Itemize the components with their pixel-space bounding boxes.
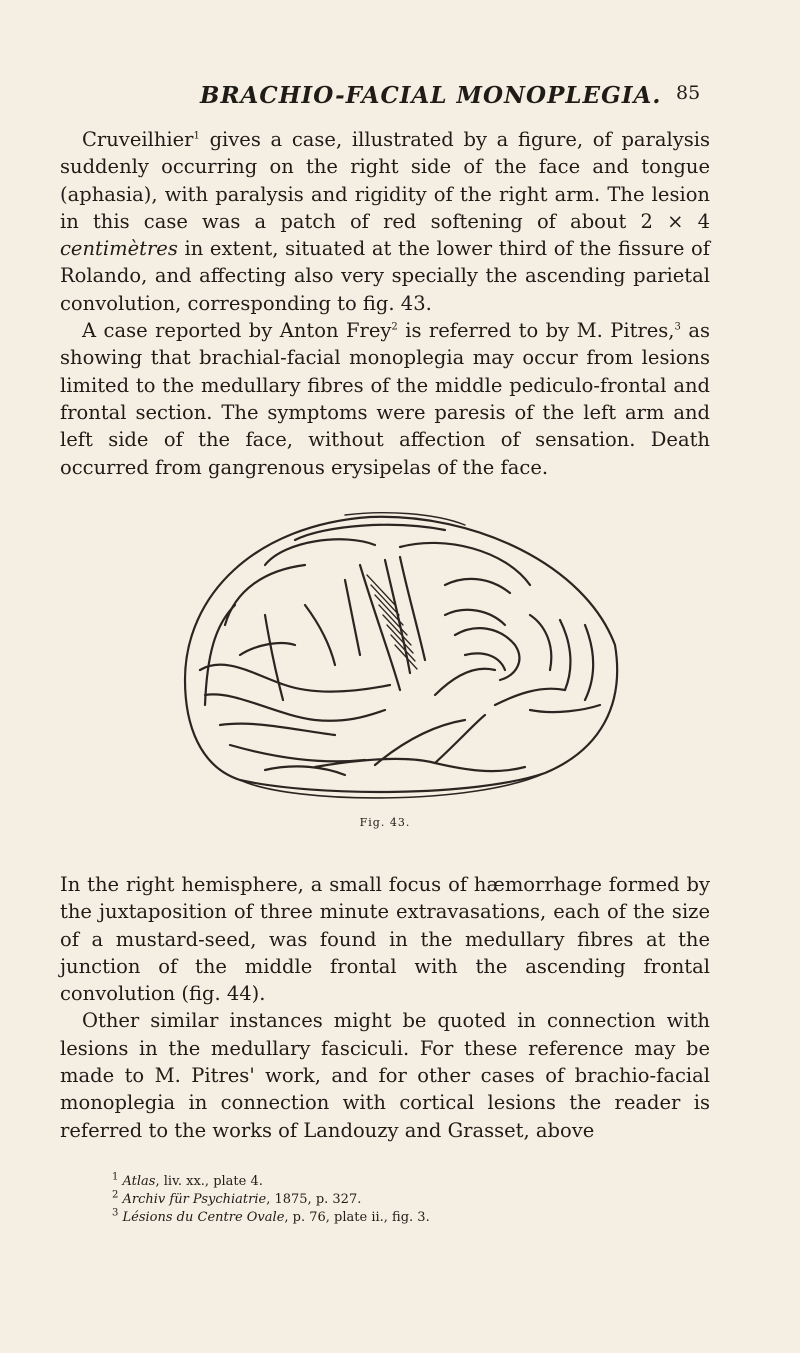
figure-caption: Fig. 43. [359,816,411,829]
footnote-ref-2: 2 [391,321,398,333]
upper-text [60,126,710,481]
paragraph-frey: A case reported by Anton Frey$^2$ is referred to by M. Pitres,$^3$ as showing that brachial-facial monoplegia may occur from lesions limited to the medullary fibres of the middle pediculo-frontal and frontal section. The symptoms were paresis of the left arm and left side of the face, without affection of sensation. Death occurred from gangrenous erysipelas of the face. [60,319,710,479]
footnote-2: $^2$ Archiv für Psychiatrie, 1875, p. 327. [112,1189,362,1207]
footnote-3: $^3$ Lésions du Centre Ovale, p. 76, plate ii., fig. 3. [112,1207,430,1225]
brain-illustration [145,505,625,805]
footnotes [112,1173,430,1227]
paragraph-cruveilhier: Cruveilhier$^1$ gives a case, illustrated by a figure, of paralysis suddenly occurring on the right side of the face and tongue (aphasia), with paralysis and rigidity of the right arm. The lesion in this case was a patch of red softening of about 2 × 4 centimètres in extent, situated at the lower third of the fissure of Rolando, and affecting also very specially the ascending parietal convolution, corresponding to fig. 43. [60,128,710,315]
running-title: BRACHIO-FACIAL MONOPLEGIA. [200,82,662,109]
brain-figure [145,505,625,805]
footnote-1: $^1$ Atlas, liv. xx., plate 4. [112,1171,263,1189]
paragraph-other-instances: Other similar instances might be quoted in connection with lesions in the medullary fasciculi. For these reference may be made to M. Pitres' work, and for other cases of brachio-facial monoplegia in connection with cortical lesions the reader is referred to the works of Landouzy and Grasset, above [60,1009,710,1142]
paragraph-right-hemisphere: In the right hemisphere, a small focus of hæmorrhage formed by the juxtaposition of three minute extravasations, each of the size of a mustard-seed, was found in the medullary fibres at the junction of the middle frontal with the ascending frontal convolution (fig. 44). [60,873,710,1006]
footnote-ref-1: 1 [193,130,200,142]
page-number: 85 [676,82,701,104]
lower-text [60,871,710,1144]
footnote-ref-3: 3 [674,321,681,333]
